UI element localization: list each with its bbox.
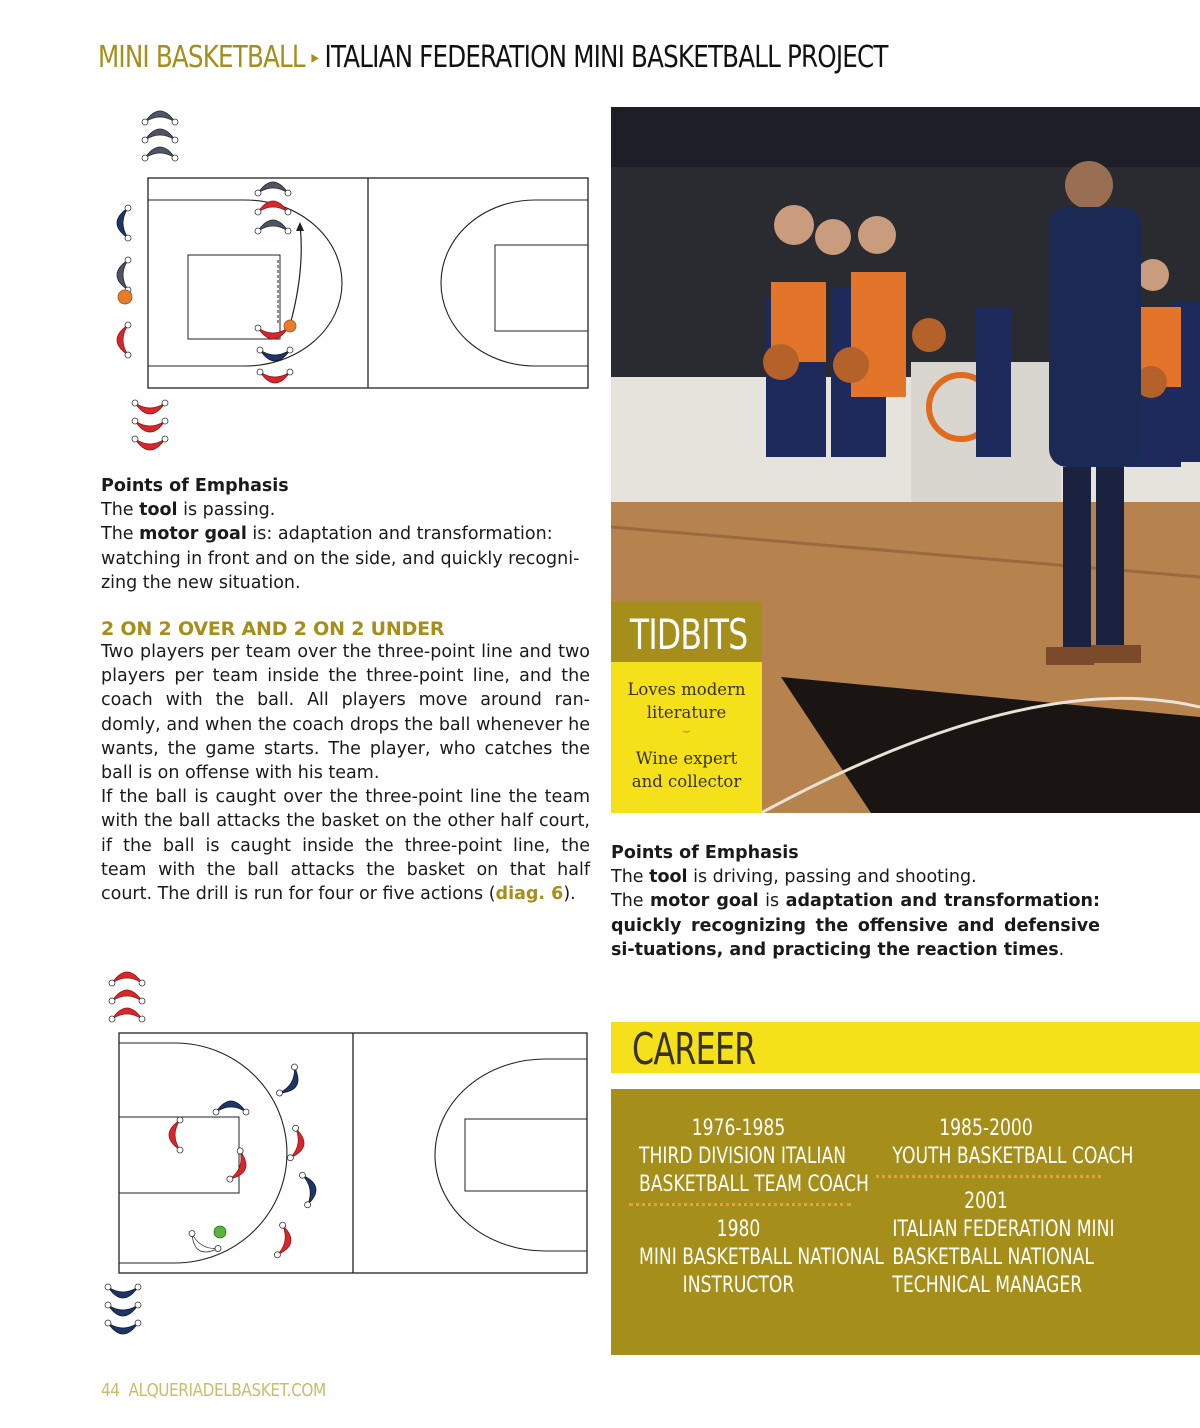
goal-line <box>101 522 590 595</box>
drill-paragraph-2 <box>101 785 590 906</box>
tidbit-2-line-1: Wine expert <box>635 749 738 768</box>
goal-word: motor goal <box>650 891 759 912</box>
tool-word: tool <box>649 867 688 888</box>
text-fragment: If the ball is caught over the three-point line the team with the ball attacks the basket on the other half court, if the ball is caught inside the three-point line, the team with the ball attacks the basket on that half court. The drill is run for four or five actions ( <box>101 787 590 905</box>
career-entry-3 <box>639 1216 884 1300</box>
career-panel <box>611 1089 1200 1355</box>
tool-word: tool <box>139 500 178 521</box>
emphasis-block-1 <box>101 474 590 595</box>
text-fragment: is <box>758 891 786 912</box>
tidbits-title: TIDBITS <box>629 610 748 659</box>
drill-section <box>101 618 590 906</box>
text-fragment: The <box>101 524 140 545</box>
emphasis-title: Points of Emphasis <box>611 843 799 863</box>
career-entry-4 <box>892 1188 1115 1300</box>
career-entry-1 <box>639 1115 869 1199</box>
career-entry-2 <box>892 1115 1134 1171</box>
career-title: CAREER <box>632 1024 756 1075</box>
text-fragment: The <box>611 891 651 912</box>
career-role-line: TECHNICAL MANAGER <box>892 1273 1083 1298</box>
text-fragment: is: adaptation and transformation: watching in front and on the side, and quickly recogni-zing the new situation. <box>101 524 580 593</box>
text-fragment: The <box>611 867 650 888</box>
page-number: 44 <box>101 1380 120 1401</box>
goal-description: adaptation and transformation: quickly recognizing the offensive and defensive si-tuations, and practicing the reaction times <box>611 891 1100 960</box>
career-divider <box>876 1175 1101 1178</box>
site-url: ALQUERIADELBASKET.COM <box>128 1380 326 1401</box>
tool-line <box>101 498 590 522</box>
tidbit-2-line-2: and collector <box>631 772 742 791</box>
diagram-reference-link[interactable]: diag. 6 <box>495 884 564 905</box>
career-role-line: ITALIAN FEDERATION MINI <box>892 1217 1115 1242</box>
emphasis-title: Points of Emphasis <box>101 476 289 496</box>
drill-heading: 2 ON 2 OVER AND 2 ON 2 UNDER <box>101 618 445 640</box>
text-fragment: . <box>1058 939 1065 960</box>
text-fragment: is driving, passing and shooting. <box>687 867 977 888</box>
career-divider <box>629 1203 851 1206</box>
career-role-line: BASKETBALL NATIONAL <box>892 1245 1094 1270</box>
drill-diagram-1 <box>95 100 595 460</box>
drill-paragraph-1: Two players per team over the three-point line and two players per team inside the three-point line, and the coach with the ball. All players move around ran-domly, and when the coach drops the ball whenever he wants, the game starts. The player, who catches the ball is on offense with his team. <box>101 642 590 784</box>
section-label: MINI BASKETBALL <box>98 40 305 75</box>
page-title: ITALIAN FEDERATION MINI BASKETBALL PROJECT <box>324 40 888 75</box>
page-footer <box>101 1380 326 1401</box>
emphasis-block-2 <box>611 841 1100 962</box>
tidbit-1-line-2: literature <box>646 703 727 722</box>
career-role-line: BASKETBALL TEAM COACH <box>639 1172 869 1197</box>
text-fragment: is passing. <box>177 500 276 521</box>
career-year: 2001 <box>964 1189 1008 1214</box>
text-fragment: The <box>101 500 140 521</box>
goal-line <box>611 889 1100 962</box>
career-role-line: MINI BASKETBALL NATIONAL <box>639 1245 884 1270</box>
career-role-line: INSTRUCTOR <box>682 1273 795 1298</box>
career-role-line: THIRD DIVISION ITALIAN <box>639 1144 847 1169</box>
career-year: 1985-2000 <box>939 1116 1033 1141</box>
tidbit-1-line-1: Loves modern <box>627 680 746 699</box>
page-header <box>98 40 888 80</box>
goal-word: motor goal <box>139 524 247 545</box>
drill-diagram-6 <box>95 965 595 1340</box>
text-fragment: ). <box>563 884 576 905</box>
tool-line <box>611 865 1100 889</box>
career-role-line: YOUTH BASKETBALL COACH <box>892 1144 1134 1169</box>
career-year: 1980 <box>716 1217 761 1242</box>
career-year: 1976-1985 <box>691 1116 786 1141</box>
breadcrumb-arrow-icon: ▸ <box>311 47 318 68</box>
tidbit-divider-icon: ⌣ <box>681 723 692 739</box>
